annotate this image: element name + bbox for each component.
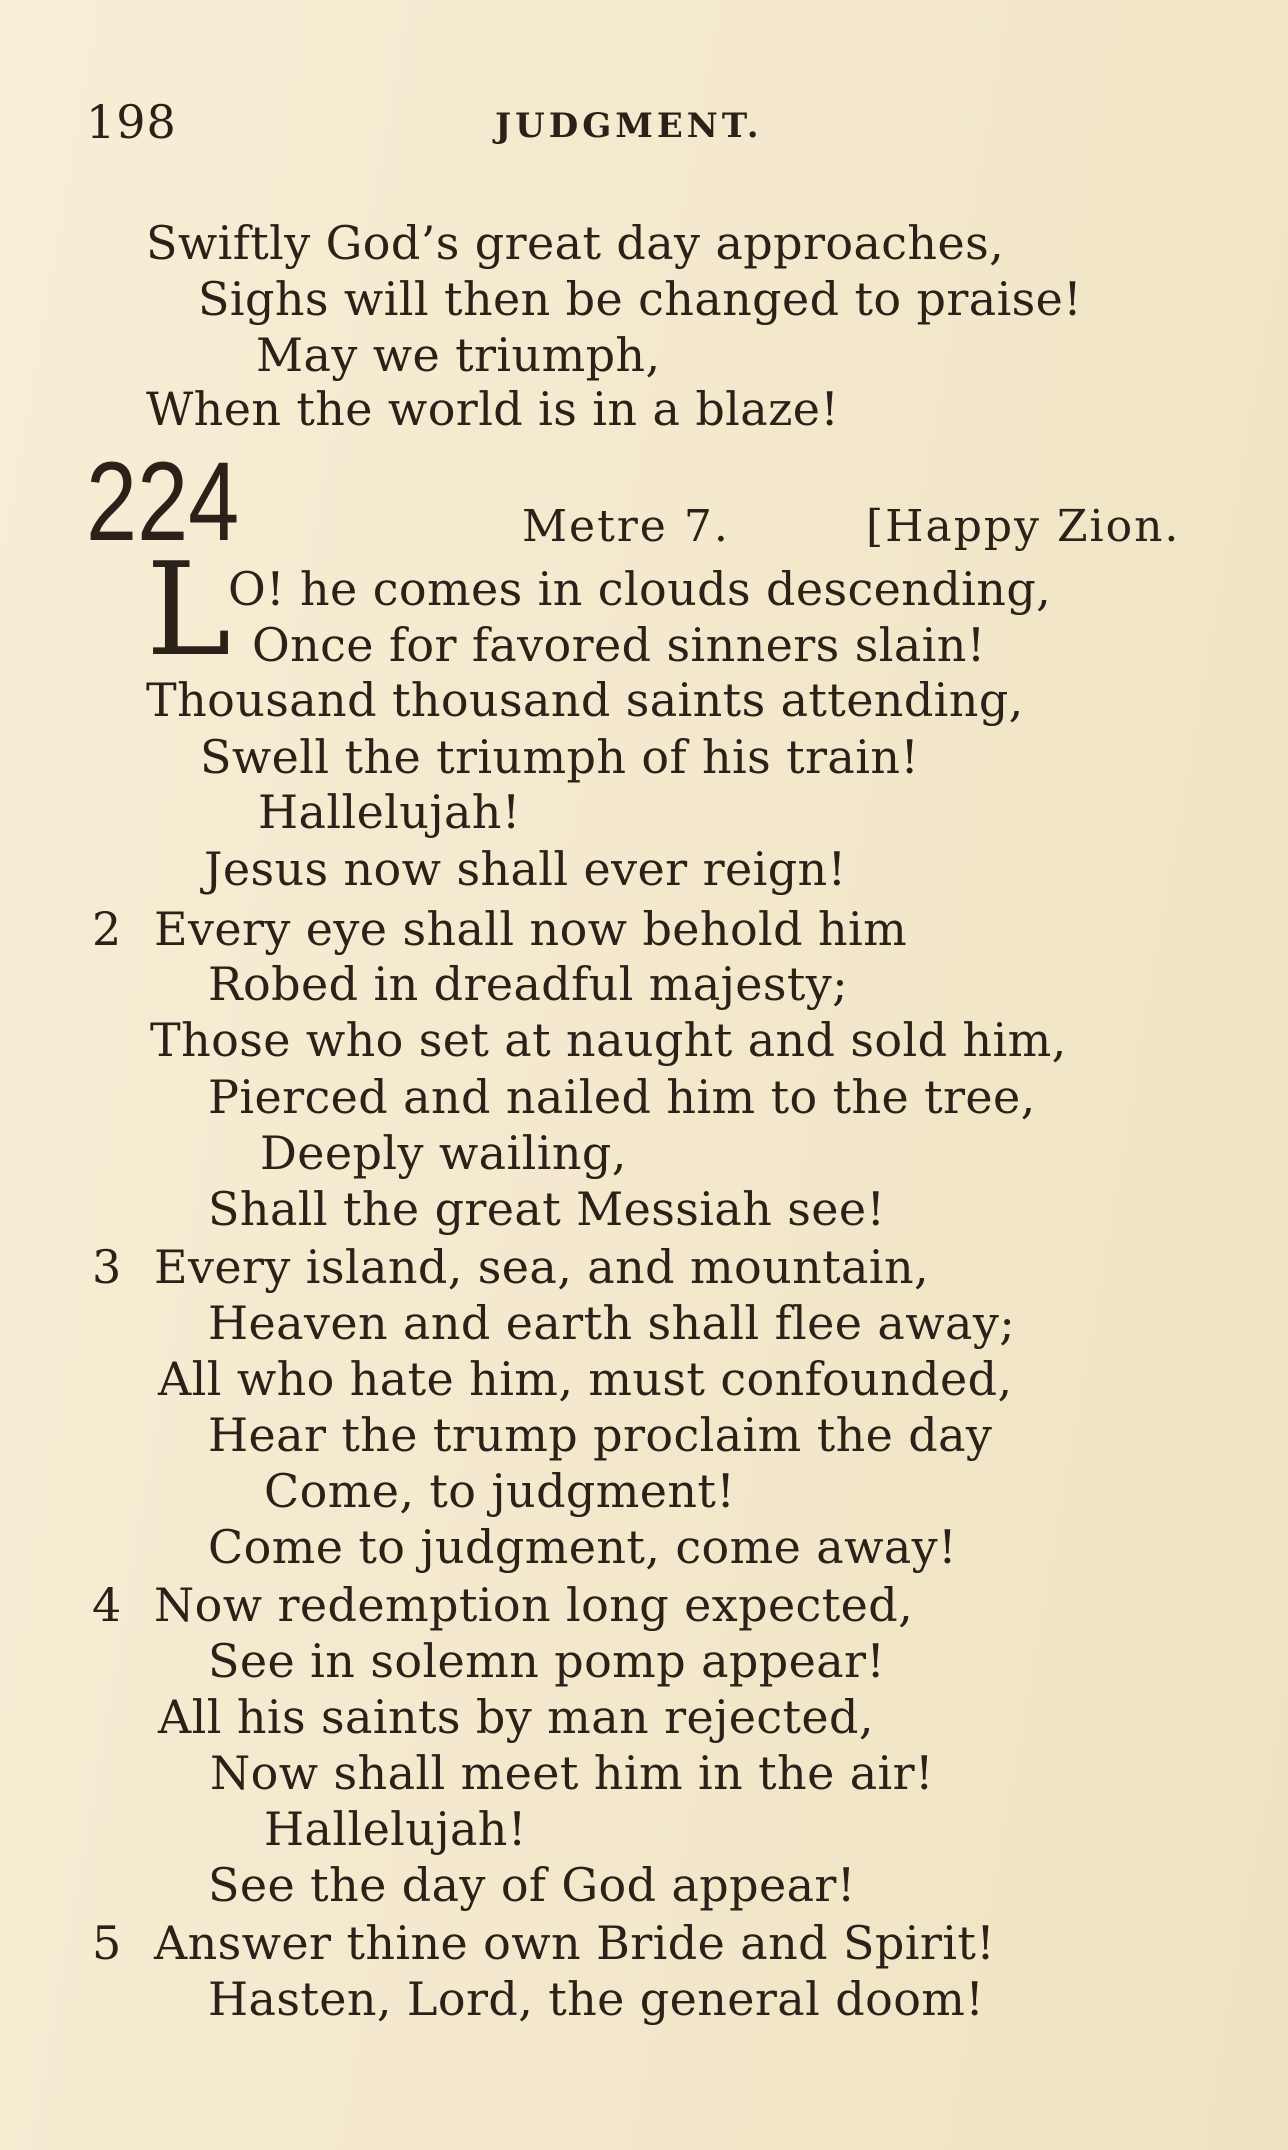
stanza-line: See the day of God appear! <box>208 1858 856 1912</box>
stanza-line: Hallelujah! <box>258 785 521 839</box>
stanza-line: Jesus now shall ever reign! <box>204 842 847 896</box>
stanza-line: Come to judgment, come away! <box>208 1520 957 1574</box>
stanza-line: Every eye shall now behold him <box>154 902 908 956</box>
verse-number: 2 <box>92 902 122 956</box>
stanza-line: See in solemn pomp appear! <box>208 1634 886 1688</box>
stanza-line: O! he comes in clouds descending, <box>228 562 1052 616</box>
stanza-line: Thousand thousand saints attending, <box>146 673 1024 727</box>
stanza-line: Deeply wailing, <box>260 1126 627 1180</box>
stanza-line: May we triumph, <box>256 328 661 382</box>
stanza-line: Pierced and nailed him to the tree, <box>208 1070 1036 1124</box>
drop-cap-letter: L <box>146 536 231 685</box>
stanza-line: Every island, sea, and mountain, <box>154 1240 930 1294</box>
stanza-line: Hear the trump proclaim the day <box>208 1408 993 1462</box>
verse-number: 4 <box>92 1578 122 1632</box>
stanza-line: Come, to judgment! <box>264 1464 736 1518</box>
stanza-line: Hallelujah! <box>264 1802 527 1856</box>
stanza-line: Once for favored sinners slain! <box>252 618 986 672</box>
stanza-line: Those who set at naught and sold him, <box>150 1013 1067 1067</box>
tune-name: [Happy Zion. <box>866 501 1181 552</box>
running-head: JUDGMENT. <box>495 106 763 146</box>
verse-number: 3 <box>92 1240 122 1294</box>
stanza-line: Now redemption long expected, <box>154 1578 914 1632</box>
stanza-line: Shall the great Messiah see! <box>208 1182 886 1236</box>
stanza-line: Answer thine own Bride and Spirit! <box>154 1916 996 1970</box>
page-number: 198 <box>86 95 177 149</box>
stanza-line: Now shall meet him in the air! <box>210 1746 934 1800</box>
stanza-line: Sighs will then be changed to praise! <box>198 272 1083 326</box>
verse-number: 5 <box>92 1916 122 1970</box>
stanza-line: Robed in dreadful majesty; <box>208 957 849 1011</box>
stanza-line: Heaven and earth shall flee away; <box>208 1296 1016 1350</box>
stanza-line: All who hate him, must confounded, <box>158 1352 1013 1406</box>
hymn-number: 224 <box>86 439 240 564</box>
metre-label: Metre 7. <box>522 501 730 552</box>
stanza-line: All his saints by man rejected, <box>158 1690 874 1744</box>
stanza-line: Hasten, Lord, the general doom! <box>208 1972 985 2026</box>
stanza-line: When the world is in a blaze! <box>146 382 840 436</box>
stanza-line: Swell the triumph of his train! <box>200 730 920 784</box>
page-header <box>0 96 1288 156</box>
stanza-line: Swiftly God’s great day approaches, <box>146 216 1005 270</box>
